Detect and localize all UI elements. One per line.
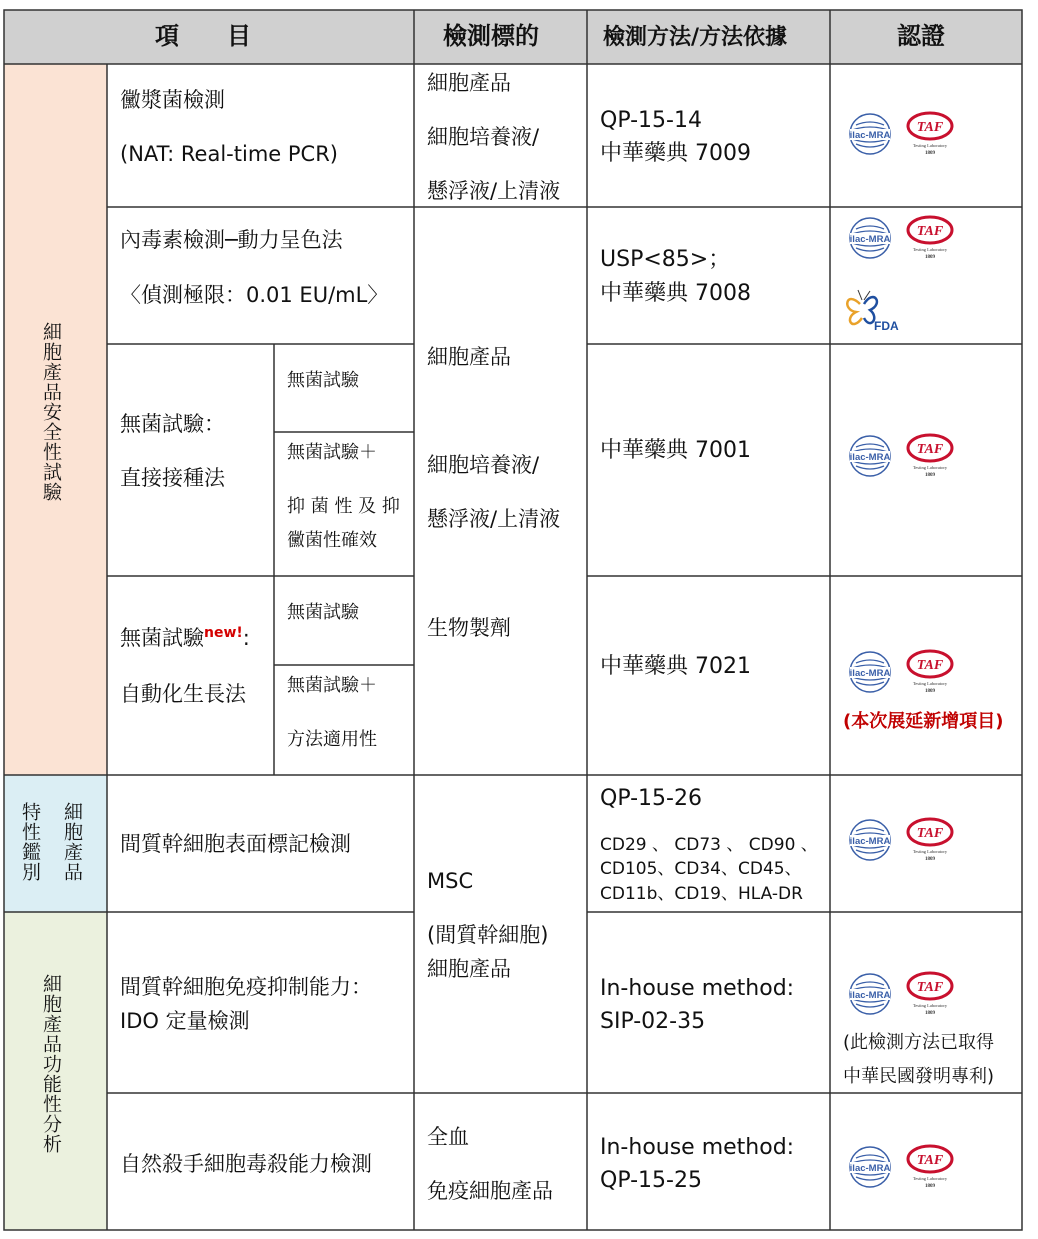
taf-logo xyxy=(908,435,952,478)
header-cert: 認證 xyxy=(897,22,945,50)
target-merged-line1: 細胞產品 xyxy=(427,345,511,369)
category-function-label: 細胞產品功能性分析 xyxy=(40,974,62,1154)
taf-logo xyxy=(908,217,952,260)
ilac-mra-logo xyxy=(850,652,891,692)
header-method: 檢測方法/方法依據 xyxy=(603,25,788,50)
svg-text:1809: 1809 xyxy=(925,1011,935,1016)
ilac-mra-logo xyxy=(850,218,891,258)
taf-logo xyxy=(908,113,952,156)
svg-text:TAF: TAF xyxy=(916,658,944,673)
taf-logo xyxy=(908,1146,952,1189)
row4-sub2-line1: 無菌試驗＋ xyxy=(287,675,377,696)
row6-method-line2: SIP-02-35 xyxy=(600,1009,706,1034)
svg-text:TAF: TAF xyxy=(916,826,944,841)
row5-item: 間質幹細胞表面標記檢測 xyxy=(120,832,351,856)
svg-text:Testing Laboratory: Testing Laboratory xyxy=(912,143,948,148)
svg-text:Testing Laboratory: Testing Laboratory xyxy=(912,849,948,854)
svg-text:TAF: TAF xyxy=(916,442,944,457)
svg-text:ilac-MRA: ilac-MRA xyxy=(849,1163,891,1174)
row1-target-line3: 懸浮液/上清液 xyxy=(427,179,561,203)
row1-target-line1: 細胞產品 xyxy=(427,71,511,95)
row6-method-line1: In-house method: xyxy=(600,976,795,1001)
row7-target-line1: 全血 xyxy=(427,1125,469,1149)
row4-method: 中華藥典 7021 xyxy=(600,654,751,679)
row1-item-line2: (NAT: Real-time PCR) xyxy=(120,142,338,166)
row4-item-line1 xyxy=(120,625,250,650)
svg-text:Testing Laboratory: Testing Laboratory xyxy=(912,247,948,252)
header-target: 檢測標的 xyxy=(443,22,539,50)
row3-item-line2: 直接接種法 xyxy=(120,466,225,490)
row7-method-line2: QP-15-25 xyxy=(600,1168,702,1193)
row3-item-line1: 無菌試驗： xyxy=(120,412,225,436)
row1-method-line2: 中華藥典 7009 xyxy=(600,141,751,166)
new-badge: new! xyxy=(204,625,243,641)
row4-cert-note: (本次展延新增項目) xyxy=(843,711,1004,732)
row5-method-line3: CD105、CD34、CD45、 xyxy=(600,859,802,879)
row1-target-line2: 細胞培養液/ xyxy=(427,125,540,149)
ilac-mra-logo xyxy=(850,820,891,860)
svg-text:ilac-MRA: ilac-MRA xyxy=(849,452,891,463)
cert-logos-row2 xyxy=(848,212,968,268)
target-merged-line3: 懸浮液/上清液 xyxy=(427,507,561,531)
target-merged-line4: 生物製劑 xyxy=(427,616,511,640)
msc-target-line1: MSC xyxy=(427,869,474,893)
svg-text:1809: 1809 xyxy=(925,151,935,156)
svg-text:TAF: TAF xyxy=(916,1153,944,1168)
svg-text:Testing Laboratory: Testing Laboratory xyxy=(912,1176,948,1181)
svg-text:1809: 1809 xyxy=(925,473,935,478)
header-item: 項 目 xyxy=(155,22,251,50)
svg-text:ilac-MRA: ilac-MRA xyxy=(849,990,891,1001)
row2-method-line2: 中華藥典 7008 xyxy=(600,281,751,306)
cert-logos-row4 xyxy=(848,646,968,702)
category-identity-label-left: 特性鑑別 xyxy=(19,802,41,882)
row6-item-line2: IDO 定量檢測 xyxy=(120,1009,250,1033)
cert-logos-row6 xyxy=(848,968,968,1024)
row3-sub1: 無菌試驗 xyxy=(287,370,359,391)
svg-text:1809: 1809 xyxy=(925,255,935,260)
row4-item-colon: : xyxy=(242,626,250,650)
ilac-mra-logo xyxy=(850,436,891,476)
svg-text:ilac-MRA: ilac-MRA xyxy=(849,234,891,245)
msc-target-line3: 細胞產品 xyxy=(427,957,511,981)
svg-text:1809: 1809 xyxy=(925,689,935,694)
taf-logo xyxy=(908,973,952,1016)
row1-method-line1: QP-15-14 xyxy=(600,108,702,133)
svg-text:ilac-MRA: ilac-MRA xyxy=(849,668,891,679)
svg-text:ilac-MRA: ilac-MRA xyxy=(849,836,891,847)
svg-text:1809: 1809 xyxy=(925,1184,935,1189)
row4-item-line2: 自動化生長法 xyxy=(120,682,246,706)
svg-text:TAF: TAF xyxy=(916,120,944,135)
row3-method: 中華藥典 7001 xyxy=(600,438,751,463)
svg-text:Testing Laboratory: Testing Laboratory xyxy=(912,681,948,686)
row6-item-line1: 間質幹細胞免疫抑制能力： xyxy=(120,975,372,999)
taf-logo xyxy=(908,651,952,694)
row3-sub2-line1: 無菌試驗＋ xyxy=(287,442,377,463)
svg-text:1809: 1809 xyxy=(925,857,935,862)
cert-logos-row3 xyxy=(848,430,968,486)
ilac-mra-logo xyxy=(850,1147,891,1187)
row4-sub1: 無菌試驗 xyxy=(287,602,359,623)
ilac-mra-logo xyxy=(850,114,891,154)
ilac-mra-logo xyxy=(850,974,891,1014)
svg-text:Testing Laboratory: Testing Laboratory xyxy=(912,465,948,470)
category-identity-label-right: 細胞產品 xyxy=(61,802,83,882)
svg-text:TAF: TAF xyxy=(916,980,944,995)
fda-logo xyxy=(840,284,910,340)
row4-sub2-line2: 方法適用性 xyxy=(287,729,377,750)
row4-item-text: 無菌試驗 xyxy=(120,626,204,650)
row3-sub2-line2: 抑 菌 性 及 抑 xyxy=(287,496,400,517)
row6-cert-note-line2: 中華民國發明專利) xyxy=(843,1066,995,1087)
category-safety-label: 細胞產品安全性試驗 xyxy=(40,322,62,502)
svg-text:Testing Laboratory: Testing Laboratory xyxy=(912,1003,948,1008)
row7-item: 自然殺手細胞毒殺能力檢測 xyxy=(120,1152,372,1176)
svg-text:FDA: FDA xyxy=(874,319,899,333)
row5-method-line2: CD29 、 CD73 、 CD90 、 xyxy=(600,835,818,855)
svg-text:TAF: TAF xyxy=(916,224,944,239)
row2-item-line2: 〈偵測極限：0.01 EU/mL〉 xyxy=(120,283,389,307)
row2-item-line1: 內毒素檢測─動力呈色法 xyxy=(120,228,343,252)
row7-method-line1: In-house method: xyxy=(600,1135,795,1160)
svg-text:ilac-MRA: ilac-MRA xyxy=(849,130,891,141)
taf-logo xyxy=(908,819,952,862)
row3-sub2-line3: 黴菌性確效 xyxy=(287,530,377,551)
row7-target-line2: 免疫細胞產品 xyxy=(427,1179,553,1203)
cert-logos-row5 xyxy=(848,814,968,870)
row6-cert-note-line1: (此檢測方法已取得 xyxy=(843,1032,995,1053)
msc-target-line2: (間質幹細胞) xyxy=(427,923,549,947)
row1-item-line1: 黴漿菌檢測 xyxy=(120,88,225,112)
row5-method-line1: QP-15-26 xyxy=(600,786,702,811)
target-merged-line2: 細胞培養液/ xyxy=(427,453,540,477)
cert-logos-row7 xyxy=(848,1141,968,1197)
row2-method-line1: USP<85>； xyxy=(600,247,731,272)
cert-logos-row1 xyxy=(848,108,968,164)
row5-method-line4: CD11b、CD19、HLA-DR xyxy=(600,884,803,904)
